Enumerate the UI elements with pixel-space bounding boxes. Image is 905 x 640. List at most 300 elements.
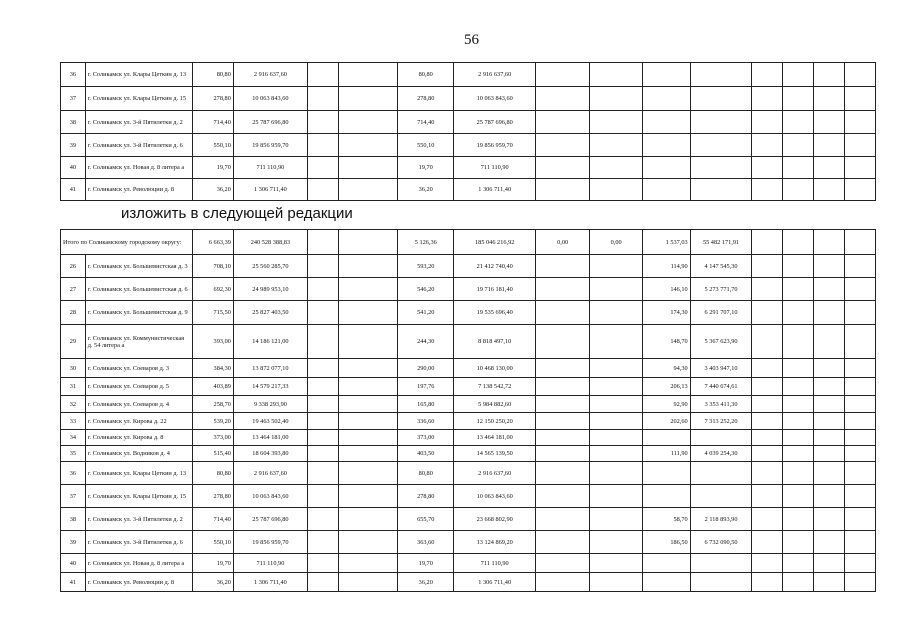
empty-cell bbox=[752, 63, 783, 87]
empty-cell bbox=[338, 87, 398, 111]
empty-cell bbox=[338, 157, 398, 179]
cost-cell: 3 403 947,10 bbox=[690, 359, 752, 378]
empty-cell bbox=[338, 531, 398, 554]
empty-cell bbox=[338, 378, 398, 396]
area-cell: 36,20 bbox=[192, 179, 233, 201]
area-cell: 19,70 bbox=[192, 554, 233, 573]
empty-cell bbox=[307, 413, 338, 430]
area-cell: 336,60 bbox=[398, 413, 454, 430]
area-cell: 19,70 bbox=[398, 554, 454, 573]
empty-cell bbox=[752, 462, 783, 485]
empty-cell bbox=[783, 111, 814, 134]
address-cell: г. Соликамск ул. Соеваров д. 4 bbox=[85, 396, 192, 413]
area-cell: 373,00 bbox=[398, 430, 454, 446]
empty-cell bbox=[814, 531, 845, 554]
address-cell: г. Соликамск ул. Большевистская д. 3 bbox=[85, 255, 192, 278]
area-cell: 36,20 bbox=[398, 179, 454, 201]
area-cell: 708,10 bbox=[192, 255, 233, 278]
empty-cell bbox=[338, 278, 398, 301]
table-row bbox=[61, 255, 876, 278]
area-cell: 94,30 bbox=[643, 359, 690, 378]
area-cell bbox=[643, 573, 690, 592]
area-cell: 393,00 bbox=[192, 325, 233, 359]
row-number: 31 bbox=[61, 378, 86, 396]
empty-cell bbox=[814, 230, 845, 255]
empty-cell bbox=[814, 446, 845, 462]
empty-cell bbox=[783, 485, 814, 508]
row-number: 33 bbox=[61, 413, 86, 430]
empty-cell bbox=[783, 430, 814, 446]
cost-cell: 711 110,90 bbox=[233, 554, 307, 573]
area-cell: 186,50 bbox=[643, 531, 690, 554]
table-row bbox=[61, 508, 876, 531]
value-cell bbox=[589, 430, 643, 446]
cost-cell: 13 464 181,00 bbox=[454, 430, 536, 446]
cost-cell bbox=[690, 554, 752, 573]
cost-cell: 25 787 696,80 bbox=[454, 111, 536, 134]
empty-cell bbox=[752, 396, 783, 413]
row-number: 32 bbox=[61, 396, 86, 413]
empty-cell bbox=[338, 554, 398, 573]
area-cell: 541,20 bbox=[398, 301, 454, 325]
empty-cell bbox=[845, 413, 876, 430]
page-number: 56 bbox=[464, 32, 479, 48]
area-cell: 714,40 bbox=[192, 508, 233, 531]
cost-cell: 711 110,90 bbox=[454, 157, 536, 179]
area-cell bbox=[643, 63, 690, 87]
area-cell: 58,70 bbox=[643, 508, 690, 531]
cost-cell: 1 306 711,40 bbox=[233, 179, 307, 201]
empty-cell bbox=[814, 179, 845, 201]
value-cell bbox=[589, 63, 643, 87]
value-cell: 0,00 bbox=[536, 230, 590, 255]
address-cell: г. Соликамск ул. 3-й Пятилетки д. 2 bbox=[85, 508, 192, 531]
empty-cell bbox=[783, 230, 814, 255]
empty-cell bbox=[307, 230, 338, 255]
cost-cell: 19 856 959,70 bbox=[233, 134, 307, 157]
value-cell bbox=[589, 462, 643, 485]
cost-cell: 25 787 696,80 bbox=[233, 508, 307, 531]
empty-cell bbox=[814, 413, 845, 430]
empty-cell bbox=[752, 325, 783, 359]
empty-cell bbox=[844, 134, 875, 157]
empty-cell bbox=[752, 179, 783, 201]
cost-cell bbox=[690, 134, 752, 157]
area-cell bbox=[643, 485, 690, 508]
cost-cell bbox=[690, 179, 752, 201]
page-top-rule bbox=[0, 0, 905, 1]
value-cell bbox=[536, 378, 590, 396]
area-cell: 19,70 bbox=[192, 157, 233, 179]
table-after bbox=[60, 229, 876, 592]
value-cell bbox=[589, 255, 643, 278]
area-cell: 655,70 bbox=[398, 508, 454, 531]
empty-cell bbox=[752, 446, 783, 462]
cost-cell: 19 716 181,40 bbox=[454, 278, 536, 301]
empty-cell bbox=[307, 462, 338, 485]
table-row bbox=[61, 446, 876, 462]
cost-cell: 1 306 711,40 bbox=[233, 573, 307, 592]
address-cell: г. Соликамск ул. Новая д. 8 литера а bbox=[85, 157, 192, 179]
empty-cell bbox=[814, 111, 845, 134]
value-cell bbox=[536, 278, 590, 301]
area-cell: 363,60 bbox=[398, 531, 454, 554]
value-cell bbox=[536, 157, 590, 179]
value-cell bbox=[589, 554, 643, 573]
empty-cell bbox=[307, 255, 338, 278]
empty-cell bbox=[338, 230, 398, 255]
empty-cell bbox=[814, 508, 845, 531]
empty-cell bbox=[845, 430, 876, 446]
empty-cell bbox=[814, 378, 845, 396]
empty-cell bbox=[307, 573, 338, 592]
address-cell: г. Соликамск ул. 3-й Пятилетки д. 6 bbox=[85, 134, 192, 157]
table-row bbox=[61, 485, 876, 508]
address-cell: г. Соликамск ул. Водников д. 4 bbox=[85, 446, 192, 462]
empty-cell bbox=[814, 554, 845, 573]
area-cell: 148,70 bbox=[643, 325, 690, 359]
empty-cell bbox=[307, 446, 338, 462]
empty-cell bbox=[307, 278, 338, 301]
empty-cell bbox=[814, 134, 845, 157]
empty-cell bbox=[338, 430, 398, 446]
area-cell bbox=[643, 157, 690, 179]
area-cell: 539,20 bbox=[192, 413, 233, 430]
cost-cell: 10 063 843,60 bbox=[454, 485, 536, 508]
area-cell: 197,76 bbox=[398, 378, 454, 396]
table-row bbox=[61, 413, 876, 430]
empty-cell bbox=[752, 531, 783, 554]
value-cell bbox=[589, 378, 643, 396]
table-row bbox=[61, 301, 876, 325]
cost-cell: 19 856 959,70 bbox=[454, 134, 536, 157]
empty-cell bbox=[783, 179, 814, 201]
area-cell: 714,40 bbox=[398, 111, 454, 134]
row-number: 41 bbox=[61, 179, 86, 201]
area-cell: 92,90 bbox=[643, 396, 690, 413]
empty-cell bbox=[814, 396, 845, 413]
empty-cell bbox=[307, 325, 338, 359]
area-cell: 290,00 bbox=[398, 359, 454, 378]
empty-cell bbox=[814, 255, 845, 278]
cost-cell bbox=[690, 111, 752, 134]
address-cell: г. Соликамск ул. 3-й Пятилетки д. 2 bbox=[85, 111, 192, 134]
row-number: 37 bbox=[61, 87, 86, 111]
table-row bbox=[61, 573, 876, 592]
cost-cell: 9 338 293,90 bbox=[233, 396, 307, 413]
empty-cell bbox=[752, 111, 783, 134]
cost-cell: 14 579 217,33 bbox=[233, 378, 307, 396]
empty-cell bbox=[814, 462, 845, 485]
address-cell: г. Соликамск ул. Клары Цеткин д. 13 bbox=[85, 63, 192, 87]
address-cell: г. Соликамск ул. Революции д. 8 bbox=[85, 573, 192, 592]
empty-cell bbox=[783, 508, 814, 531]
table-row bbox=[61, 111, 876, 134]
empty-cell bbox=[814, 325, 845, 359]
row-number: 35 bbox=[61, 446, 86, 462]
cost-cell: 14 186 121,00 bbox=[233, 325, 307, 359]
area-cell: 384,30 bbox=[192, 359, 233, 378]
empty-cell bbox=[783, 573, 814, 592]
empty-cell bbox=[814, 485, 845, 508]
empty-cell bbox=[307, 485, 338, 508]
area-cell: 550,10 bbox=[398, 134, 454, 157]
empty-cell bbox=[338, 462, 398, 485]
area-cell bbox=[643, 462, 690, 485]
empty-cell bbox=[783, 63, 814, 87]
row-number: 36 bbox=[61, 63, 86, 87]
value-cell bbox=[536, 508, 590, 531]
cost-cell: 711 110,90 bbox=[454, 554, 536, 573]
area-cell: 278,80 bbox=[192, 87, 233, 111]
value-cell bbox=[589, 508, 643, 531]
total-row bbox=[61, 230, 876, 255]
cost-cell: 23 668 802,90 bbox=[454, 508, 536, 531]
area-cell: 403,50 bbox=[398, 446, 454, 462]
empty-cell bbox=[845, 378, 876, 396]
empty-cell bbox=[307, 134, 338, 157]
value-cell bbox=[536, 63, 590, 87]
value-cell bbox=[536, 462, 590, 485]
value-cell bbox=[589, 573, 643, 592]
table-row bbox=[61, 134, 876, 157]
row-number: 29 bbox=[61, 325, 86, 359]
value-cell bbox=[589, 157, 643, 179]
empty-cell bbox=[845, 554, 876, 573]
address-cell: г. Соликамск ул. Соеваров д. 5 bbox=[85, 378, 192, 396]
table-row bbox=[61, 87, 876, 111]
empty-cell bbox=[338, 63, 398, 87]
empty-cell bbox=[845, 508, 876, 531]
area-cell: 36,20 bbox=[192, 573, 233, 592]
empty-cell bbox=[307, 554, 338, 573]
address-cell: г. Соликамск ул. 3-й Пятилетки д. 6 bbox=[85, 531, 192, 554]
empty-cell bbox=[338, 179, 398, 201]
cost-cell: 14 565 139,50 bbox=[454, 446, 536, 462]
value-cell bbox=[536, 430, 590, 446]
empty-cell bbox=[844, 87, 875, 111]
cost-cell: 2 916 637,60 bbox=[454, 63, 536, 87]
cost-cell bbox=[690, 485, 752, 508]
empty-cell bbox=[814, 301, 845, 325]
cost-cell: 5 273 771,70 bbox=[690, 278, 752, 301]
empty-cell bbox=[338, 301, 398, 325]
cost-cell: 5 367 623,90 bbox=[690, 325, 752, 359]
area-cell: 403,89 bbox=[192, 378, 233, 396]
value-cell bbox=[589, 301, 643, 325]
cost-cell bbox=[690, 430, 752, 446]
empty-cell bbox=[752, 573, 783, 592]
value-cell bbox=[536, 554, 590, 573]
empty-cell bbox=[307, 396, 338, 413]
area-cell: 278,80 bbox=[398, 87, 454, 111]
address-cell: г. Соликамск ул. Клары Цеткин д. 15 bbox=[85, 485, 192, 508]
table-row bbox=[61, 531, 876, 554]
empty-cell bbox=[752, 301, 783, 325]
address-cell: г. Соликамск ул. Новая д. 8 литера а bbox=[85, 554, 192, 573]
area-cell: 174,30 bbox=[643, 301, 690, 325]
empty-cell bbox=[307, 111, 338, 134]
value-cell bbox=[536, 531, 590, 554]
value-cell bbox=[589, 134, 643, 157]
row-number: 41 bbox=[61, 573, 86, 592]
address-cell: г. Соликамск ул. Клары Цеткин д. 13 bbox=[85, 462, 192, 485]
value-cell bbox=[536, 396, 590, 413]
area-cell bbox=[643, 430, 690, 446]
empty-cell bbox=[814, 87, 845, 111]
empty-cell bbox=[845, 301, 876, 325]
value-cell bbox=[536, 179, 590, 201]
area-cell bbox=[643, 111, 690, 134]
cost-cell: 25 827 403,50 bbox=[233, 301, 307, 325]
cost-cell: 12 150 250,20 bbox=[454, 413, 536, 430]
empty-cell bbox=[844, 111, 875, 134]
value-cell bbox=[589, 359, 643, 378]
empty-cell bbox=[844, 63, 875, 87]
table-row bbox=[61, 396, 876, 413]
empty-cell bbox=[752, 359, 783, 378]
value-cell bbox=[589, 179, 643, 201]
cost-cell: 24 989 953,10 bbox=[233, 278, 307, 301]
area-cell: 278,80 bbox=[398, 485, 454, 508]
cost-cell: 1 306 711,40 bbox=[454, 179, 536, 201]
area-cell: 19,70 bbox=[398, 157, 454, 179]
value-cell bbox=[536, 573, 590, 592]
cost-cell: 19 535 696,40 bbox=[454, 301, 536, 325]
row-number: 36 bbox=[61, 462, 86, 485]
cost-cell: 25 560 285,70 bbox=[233, 255, 307, 278]
empty-cell bbox=[845, 255, 876, 278]
empty-cell bbox=[338, 573, 398, 592]
section-heading: изложить в следующей редакции bbox=[121, 205, 353, 222]
empty-cell bbox=[845, 462, 876, 485]
address-cell: г. Соликамск ул. Клары Цеткин д. 15 bbox=[85, 87, 192, 111]
row-number: 40 bbox=[61, 157, 86, 179]
cost-cell: 8 818 497,10 bbox=[454, 325, 536, 359]
cost-cell bbox=[690, 63, 752, 87]
empty-cell bbox=[783, 325, 814, 359]
empty-cell bbox=[783, 255, 814, 278]
empty-cell bbox=[783, 157, 814, 179]
value-cell bbox=[536, 446, 590, 462]
value-cell bbox=[536, 325, 590, 359]
row-number: 39 bbox=[61, 134, 86, 157]
area-cell: 111,90 bbox=[643, 446, 690, 462]
area-cell: 206,13 bbox=[643, 378, 690, 396]
row-number: 37 bbox=[61, 485, 86, 508]
empty-cell bbox=[783, 446, 814, 462]
cost-cell: 4 147 545,30 bbox=[690, 255, 752, 278]
cost-cell: 55 482 171,91 bbox=[690, 230, 752, 255]
area-cell bbox=[643, 87, 690, 111]
empty-cell bbox=[752, 87, 783, 111]
cost-cell: 13 464 181,00 bbox=[233, 430, 307, 446]
row-number: 34 bbox=[61, 430, 86, 446]
cost-cell: 10 468 130,00 bbox=[454, 359, 536, 378]
empty-cell bbox=[752, 255, 783, 278]
cost-cell: 19 463 502,40 bbox=[233, 413, 307, 430]
cost-cell: 18 604 393,80 bbox=[233, 446, 307, 462]
cost-cell: 5 984 882,60 bbox=[454, 396, 536, 413]
value-cell bbox=[536, 359, 590, 378]
value-cell bbox=[589, 413, 643, 430]
cost-cell: 185 046 216,92 bbox=[454, 230, 536, 255]
empty-cell bbox=[845, 573, 876, 592]
table-row bbox=[61, 554, 876, 573]
empty-cell bbox=[783, 462, 814, 485]
address-cell: г. Соликамск ул. Большевистская д. 9 bbox=[85, 301, 192, 325]
empty-cell bbox=[307, 157, 338, 179]
empty-cell bbox=[307, 63, 338, 87]
cost-cell: 240 528 388,83 bbox=[233, 230, 307, 255]
empty-cell bbox=[752, 157, 783, 179]
empty-cell bbox=[844, 179, 875, 201]
area-cell: 278,80 bbox=[192, 485, 233, 508]
empty-cell bbox=[844, 157, 875, 179]
table-row bbox=[61, 63, 876, 87]
cost-cell: 4 039 254,30 bbox=[690, 446, 752, 462]
empty-cell bbox=[338, 413, 398, 430]
cost-cell: 21 412 740,40 bbox=[454, 255, 536, 278]
empty-cell bbox=[783, 278, 814, 301]
empty-cell bbox=[307, 430, 338, 446]
empty-cell bbox=[783, 531, 814, 554]
area-cell bbox=[643, 554, 690, 573]
value-cell bbox=[589, 325, 643, 359]
empty-cell bbox=[814, 573, 845, 592]
row-number: 28 bbox=[61, 301, 86, 325]
empty-cell bbox=[338, 396, 398, 413]
area-cell: 593,20 bbox=[398, 255, 454, 278]
empty-cell bbox=[338, 255, 398, 278]
table-row bbox=[61, 359, 876, 378]
table-row bbox=[61, 278, 876, 301]
address-cell: г. Соликамск ул. Большевистская д. 6 bbox=[85, 278, 192, 301]
cost-cell: 1 306 711,40 bbox=[454, 573, 536, 592]
value-cell bbox=[589, 485, 643, 508]
area-cell: 146,10 bbox=[643, 278, 690, 301]
value-cell bbox=[536, 111, 590, 134]
value-cell bbox=[589, 396, 643, 413]
empty-cell bbox=[307, 508, 338, 531]
area-cell: 165,80 bbox=[398, 396, 454, 413]
row-number: 39 bbox=[61, 531, 86, 554]
empty-cell bbox=[814, 157, 845, 179]
area-cell: 244,30 bbox=[398, 325, 454, 359]
empty-cell bbox=[338, 446, 398, 462]
empty-cell bbox=[783, 378, 814, 396]
cost-cell: 13 872 077,10 bbox=[233, 359, 307, 378]
empty-cell bbox=[752, 378, 783, 396]
table-row bbox=[61, 430, 876, 446]
address-cell: г. Соликамск ул. Кирова д. 8 bbox=[85, 430, 192, 446]
empty-cell bbox=[307, 531, 338, 554]
area-cell: 550,10 bbox=[192, 531, 233, 554]
table-row bbox=[61, 462, 876, 485]
cost-cell bbox=[690, 87, 752, 111]
value-cell bbox=[536, 301, 590, 325]
row-number: 30 bbox=[61, 359, 86, 378]
value-cell bbox=[589, 87, 643, 111]
empty-cell bbox=[752, 508, 783, 531]
cost-cell: 6 291 707,10 bbox=[690, 301, 752, 325]
empty-cell bbox=[307, 87, 338, 111]
empty-cell bbox=[338, 111, 398, 134]
empty-cell bbox=[845, 485, 876, 508]
area-cell: 36,20 bbox=[398, 573, 454, 592]
value-cell bbox=[536, 134, 590, 157]
value-cell bbox=[536, 87, 590, 111]
